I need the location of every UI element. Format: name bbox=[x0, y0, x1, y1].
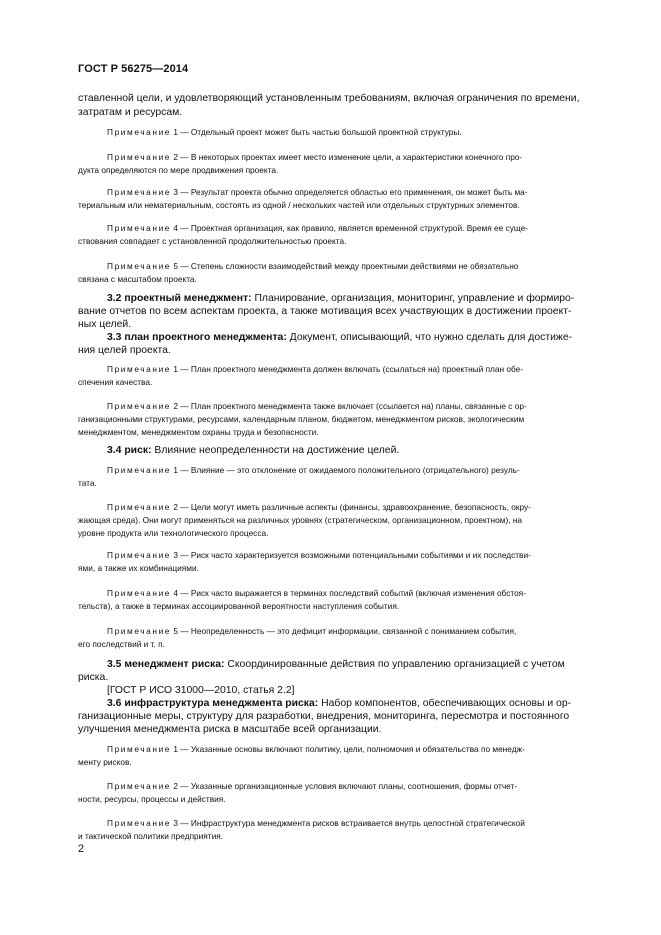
line-text: 2 — Указанные организационные условия включают планы, соотношения, формы отчет- bbox=[171, 781, 518, 791]
note-label: Примечание bbox=[107, 588, 172, 598]
line-text: Скоординированные действия по управлению организацией с учетом bbox=[224, 659, 565, 670]
line-text: Документ, описывающий, что нужно сделать для достиже- bbox=[286, 332, 573, 343]
line-text: ставленной цели, и удовлетворяющий установленным требованиям, включая ограничения по времени, bbox=[78, 93, 580, 104]
note-line bbox=[107, 781, 517, 791]
note-line bbox=[107, 152, 522, 162]
body-line bbox=[107, 332, 572, 343]
line-text: 1 — План проектного менеджмента должен включать (ссылаться на) проектный план обе- bbox=[171, 364, 524, 374]
line-text: тата. bbox=[78, 478, 97, 488]
line-text: 2 — План проектного менеджмента также включает (ссылается на) планы, связанные с ор- bbox=[171, 401, 527, 411]
note-label: Примечание bbox=[107, 818, 172, 828]
note-line bbox=[107, 127, 462, 137]
note-line bbox=[78, 478, 97, 488]
line-text: менту рисков. bbox=[78, 757, 132, 767]
body-line bbox=[107, 293, 574, 304]
note-line bbox=[78, 528, 268, 538]
line-text: улучшения менеджмента риска в масштабе всей организации. bbox=[78, 724, 382, 735]
line-text: ности, ресурсы, процессы и действия. bbox=[78, 794, 226, 804]
note-label: Примечание bbox=[107, 187, 172, 197]
note-label: Примечание bbox=[107, 781, 172, 791]
line-text: 1 — Влияние — это отклонение от ожидаемого положительного (отрицательного) резуль- bbox=[171, 465, 520, 475]
line-text: 4 — Проектная организация, как правило, является временной структурой. Время ее суще- bbox=[171, 223, 528, 233]
line-text: Планирование, организация, мониторинг, управление и формиро- bbox=[251, 293, 575, 304]
line-text: тельств), а также в терминах ассоциированной вероятности наступления события. bbox=[78, 601, 400, 611]
line-text: и тактической политики предприятия. bbox=[78, 831, 224, 841]
note-line bbox=[107, 502, 531, 512]
note-line bbox=[107, 744, 525, 754]
body-line bbox=[78, 345, 171, 356]
term-heading: 3.5 менеджмент риска: bbox=[107, 659, 225, 670]
body-line bbox=[107, 445, 399, 456]
line-text: связана с масштабом проекта. bbox=[78, 274, 197, 284]
line-text: 1 — Указанные основы включают политику, цели, полномочия и обязательства по менедж- bbox=[171, 744, 525, 754]
line-text: затратам и ресурсам. bbox=[78, 107, 183, 118]
note-line bbox=[107, 401, 527, 411]
note-line bbox=[78, 274, 197, 284]
line-text: ганизационные меры, структуру для разработки, внедрения, мониторинга, пересмотра и постоянного bbox=[78, 711, 570, 722]
line-text: териальным или нематериальным, состоять из одной / нескольких частей или отдельных структурных элементов. bbox=[78, 200, 520, 210]
term-heading: 3.2 проектный менеджмент: bbox=[107, 293, 252, 304]
body-line bbox=[78, 93, 579, 104]
body-line bbox=[78, 306, 571, 317]
line-text: ствования совпадает с установленной продолжительностью проекта. bbox=[78, 236, 347, 246]
body-line bbox=[107, 698, 571, 709]
body-line bbox=[78, 724, 382, 735]
note-label: Примечание bbox=[107, 550, 172, 560]
body-line bbox=[78, 107, 182, 118]
note-line bbox=[78, 831, 223, 841]
note-label: Примечание bbox=[107, 465, 172, 475]
line-text: 2 — Цели могут иметь различные аспекты (финансы, здравоохранение, безопасность, окру- bbox=[171, 502, 531, 512]
note-label: Примечание bbox=[107, 364, 172, 374]
line-text: вание отчетов по всем аспектам проекта, а также мотивация всех участвующих в достижении проект- bbox=[78, 306, 572, 317]
line-text: 4 — Риск часто выражается в терминах последствий событий (включая изменения обстоя- bbox=[171, 588, 526, 598]
line-text: [ГОСТ Р ИСО 31000—2010, статья 2.2] bbox=[107, 685, 295, 696]
note-label: Примечание bbox=[107, 744, 172, 754]
line-text: 3 — Риск часто характеризуется возможными потенциальными событиями и их последстви- bbox=[171, 550, 531, 560]
note-line bbox=[78, 563, 199, 573]
term-heading: 3.4 риск: bbox=[107, 445, 152, 456]
note-label: Примечание bbox=[107, 401, 172, 411]
note-label: Примечание bbox=[107, 223, 172, 233]
term-heading: 3.6 инфраструктура менеджмента риска: bbox=[107, 698, 319, 709]
standard-code-header: ГОСТ Р 56275—2014 bbox=[78, 63, 189, 75]
note-line bbox=[78, 236, 346, 246]
note-line bbox=[78, 639, 165, 649]
line-text: уровне продукта или технологического процесса. bbox=[78, 528, 269, 538]
page-number: 2 bbox=[78, 843, 85, 855]
line-text: риска. bbox=[78, 672, 109, 683]
line-text: ями, а также их комбинациями. bbox=[78, 563, 199, 573]
note-label: Примечание bbox=[107, 127, 172, 137]
note-line bbox=[78, 601, 399, 611]
line-text: ганизационными структурами, ресурсами, календарным планом, бюджетом, менеджментом рисков, экологическим bbox=[78, 414, 525, 424]
note-line bbox=[107, 364, 523, 374]
note-line bbox=[107, 818, 525, 828]
line-text: 3 — Инфраструктура менеджмента рисков встраивается внутрь целостной стратегической bbox=[171, 818, 525, 828]
line-text: Набор компонентов, обеспечивающих основы и ор- bbox=[318, 698, 572, 709]
note-line bbox=[107, 187, 528, 197]
line-text: Влияние неопределенности на достижение целей. bbox=[151, 445, 400, 456]
note-line bbox=[107, 223, 528, 233]
note-line bbox=[107, 261, 518, 271]
body-line bbox=[107, 685, 295, 696]
note-line bbox=[78, 377, 152, 387]
body-line bbox=[78, 319, 131, 330]
line-text: 3 — Результат проекта обычно определяется областью его применения, он может быть ма- bbox=[171, 187, 528, 197]
line-text: ния целей проекта. bbox=[78, 345, 171, 356]
note-line bbox=[107, 465, 520, 475]
note-label: Примечание bbox=[107, 261, 172, 271]
line-text: его последствий и т. п. bbox=[78, 639, 165, 649]
line-text: 5 — Неопределенность — это дефицит информации, связанной с пониманием события, bbox=[171, 626, 517, 636]
note-line bbox=[78, 414, 524, 424]
line-text: дукта определяются по мере продвижения проекта. bbox=[78, 165, 279, 175]
term-heading: 3.3 план проектного менеджмента: bbox=[107, 332, 287, 343]
line-text: жающая среда). Они могут применяться на различных уровнях (стратегическом, организационном, проектном), на bbox=[78, 515, 523, 525]
note-line bbox=[78, 757, 132, 767]
note-label: Примечание bbox=[107, 626, 172, 636]
note-line bbox=[107, 588, 526, 598]
note-line bbox=[78, 427, 319, 437]
note-line bbox=[78, 200, 520, 210]
line-text: 2 — В некоторых проектах имеет место изменение цели, а характеристики конечного про- bbox=[171, 152, 523, 162]
note-label: Примечание bbox=[107, 152, 172, 162]
note-label: Примечание bbox=[107, 502, 172, 512]
line-text: 5 — Степень сложности взаимодействий между проектными действиями не обязательно bbox=[171, 261, 519, 271]
note-line bbox=[78, 165, 278, 175]
body-line bbox=[78, 711, 569, 722]
body-line bbox=[107, 659, 565, 670]
line-text: 1 — Отдельный проект может быть частью большой проектной структуры. bbox=[171, 127, 462, 137]
body-line bbox=[78, 672, 108, 683]
line-text: ных целей. bbox=[78, 319, 132, 330]
note-line bbox=[107, 626, 516, 636]
line-text: менеджментом, менеджментом охраны труда и безопасности. bbox=[78, 427, 319, 437]
line-text: спечения качества. bbox=[78, 377, 153, 387]
note-line bbox=[78, 515, 522, 525]
note-line bbox=[107, 550, 531, 560]
note-line bbox=[78, 794, 226, 804]
